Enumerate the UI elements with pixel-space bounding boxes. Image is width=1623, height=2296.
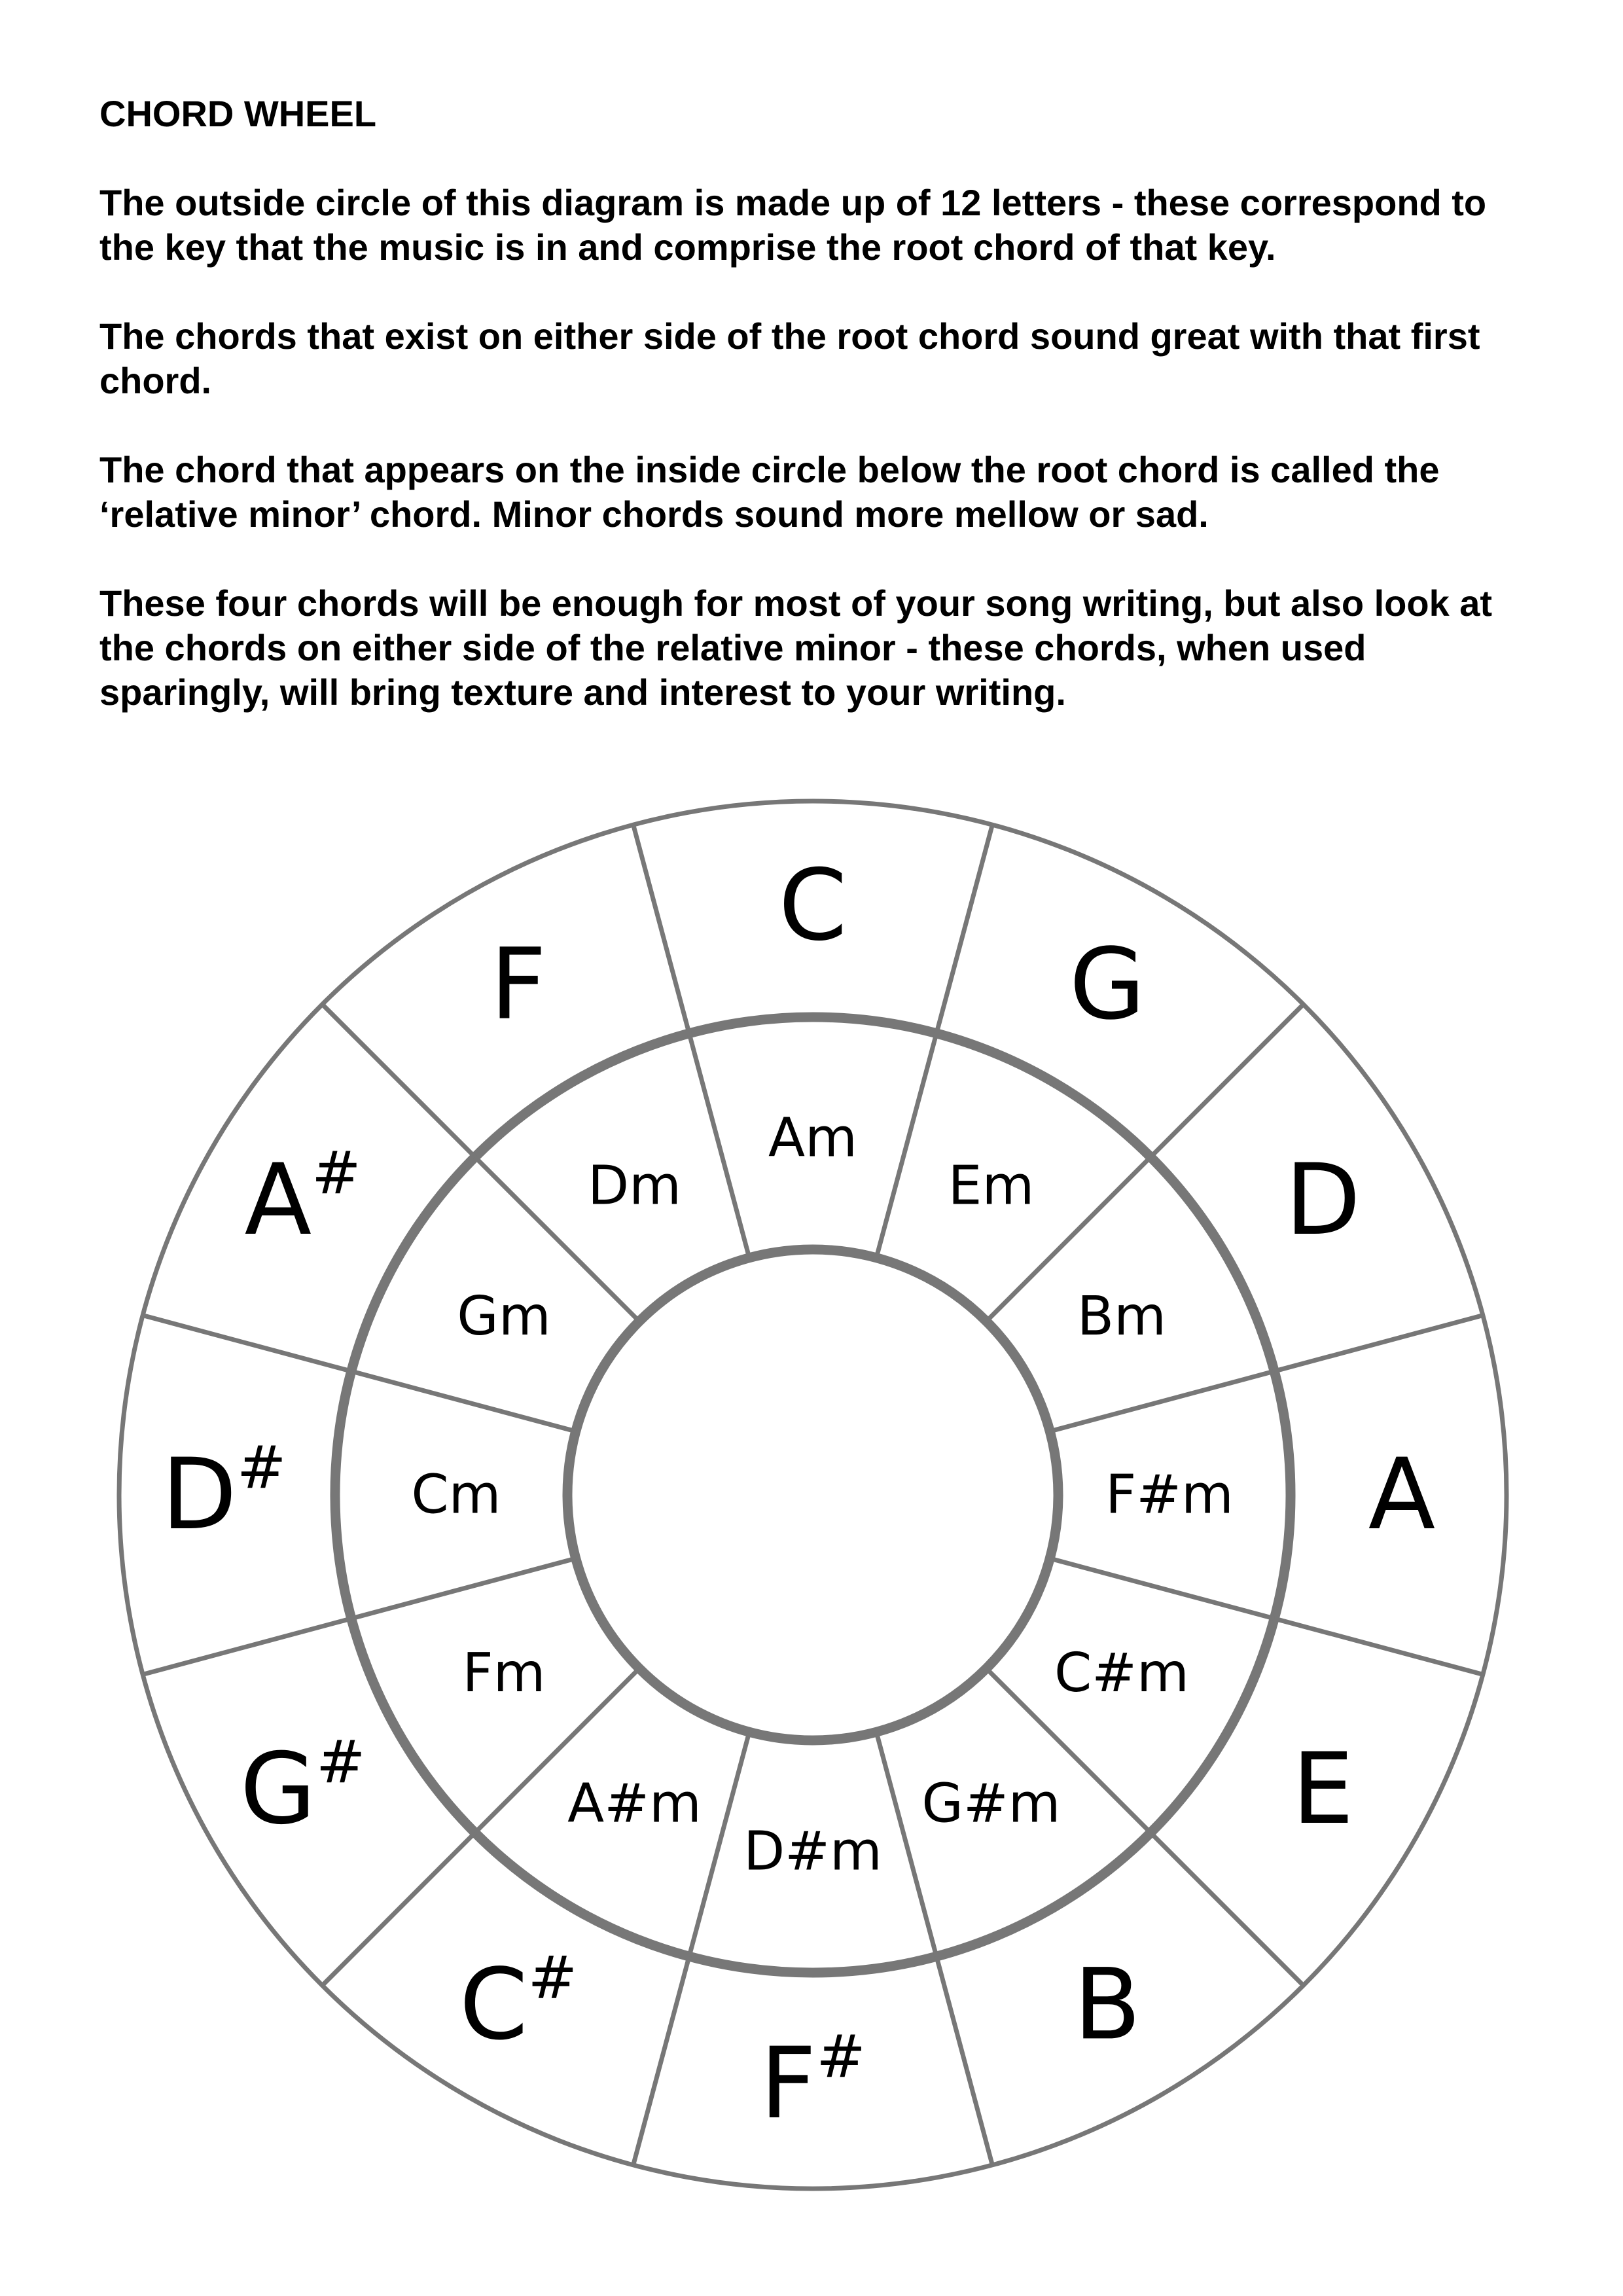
inner-divider: [1050, 1371, 1274, 1431]
outer-divider: [936, 825, 992, 1033]
minor-chord-label: Cm: [411, 1463, 501, 1526]
major-chord-label: A#: [244, 1138, 361, 1257]
minor-chord-label: C#m: [1054, 1642, 1189, 1704]
outer-divider: [936, 1956, 992, 2165]
inner-divider: [876, 1732, 936, 1956]
inner-divider: [1050, 1558, 1274, 1619]
minor-chord-label: Gm: [457, 1285, 551, 1348]
major-chord-label: F#: [760, 2022, 866, 2141]
paragraph-four-chords: These four chords will be enough for most of your song writing, but also look at the chords on either side of the relative minor - these chords, when used sparingly, will bring texture and interest to your writing.: [99, 583, 1493, 713]
major-chord-label: C: [778, 849, 847, 963]
outer-divider: [143, 1619, 351, 1674]
outer-divider: [322, 1004, 474, 1157]
paragraph-outer-circle: The outside circle of this diagram is made up of 12 letters - these correspond to the key that the music is in and comprise the root chord of that key.: [99, 182, 1487, 268]
page-title: CHORD WHEEL: [99, 93, 377, 134]
minor-chord-label: F#m: [1105, 1463, 1234, 1526]
minor-chord-label: Fm: [462, 1642, 546, 1704]
outer-divider: [1274, 1619, 1483, 1674]
inner-divider: [689, 1732, 749, 1956]
major-chord-label: B: [1073, 1948, 1141, 2062]
minor-chord-label: Dm: [587, 1155, 682, 1217]
outer-divider: [143, 1316, 351, 1371]
paragraph-relative-minor: The chord that appears on the inside circle below the root chord is called the ‘relative minor’ chord. Minor chords sound more mellow or sad.: [99, 449, 1440, 535]
major-chord-label: F: [490, 927, 547, 1042]
major-chord-label: C#: [459, 1943, 578, 2062]
outer-divider: [633, 1956, 689, 2165]
inner-divider: [351, 1371, 576, 1431]
outer-divider: [1274, 1316, 1483, 1371]
minor-chord-label: Am: [768, 1107, 857, 1170]
inner-divider: [876, 1033, 936, 1258]
inner-divider: [689, 1033, 749, 1258]
minor-chord-label: D#m: [743, 1820, 882, 1883]
major-chord-label: E: [1292, 1732, 1354, 1846]
minor-chord-label: Em: [948, 1155, 1035, 1217]
major-chord-label: G#: [240, 1727, 366, 1846]
major-chord-label: D#: [161, 1433, 287, 1552]
major-chord-label: D: [1285, 1143, 1361, 1257]
inner-circle: [567, 1249, 1058, 1740]
major-chord-label: G: [1069, 927, 1146, 1042]
outer-divider: [1150, 1004, 1303, 1157]
minor-chord-label: G#m: [921, 1772, 1061, 1835]
major-chord-label: A: [1368, 1438, 1436, 1552]
outer-divider: [633, 825, 689, 1033]
minor-chord-label: A#m: [567, 1772, 702, 1835]
paragraph-either-side: The chords that exist on either side of the root chord sound great with that first chord.: [99, 315, 1480, 401]
inner-divider: [351, 1558, 576, 1619]
outer-divider: [1150, 1833, 1303, 1985]
minor-chord-label: Bm: [1077, 1285, 1167, 1348]
outer-divider: [322, 1833, 474, 1985]
